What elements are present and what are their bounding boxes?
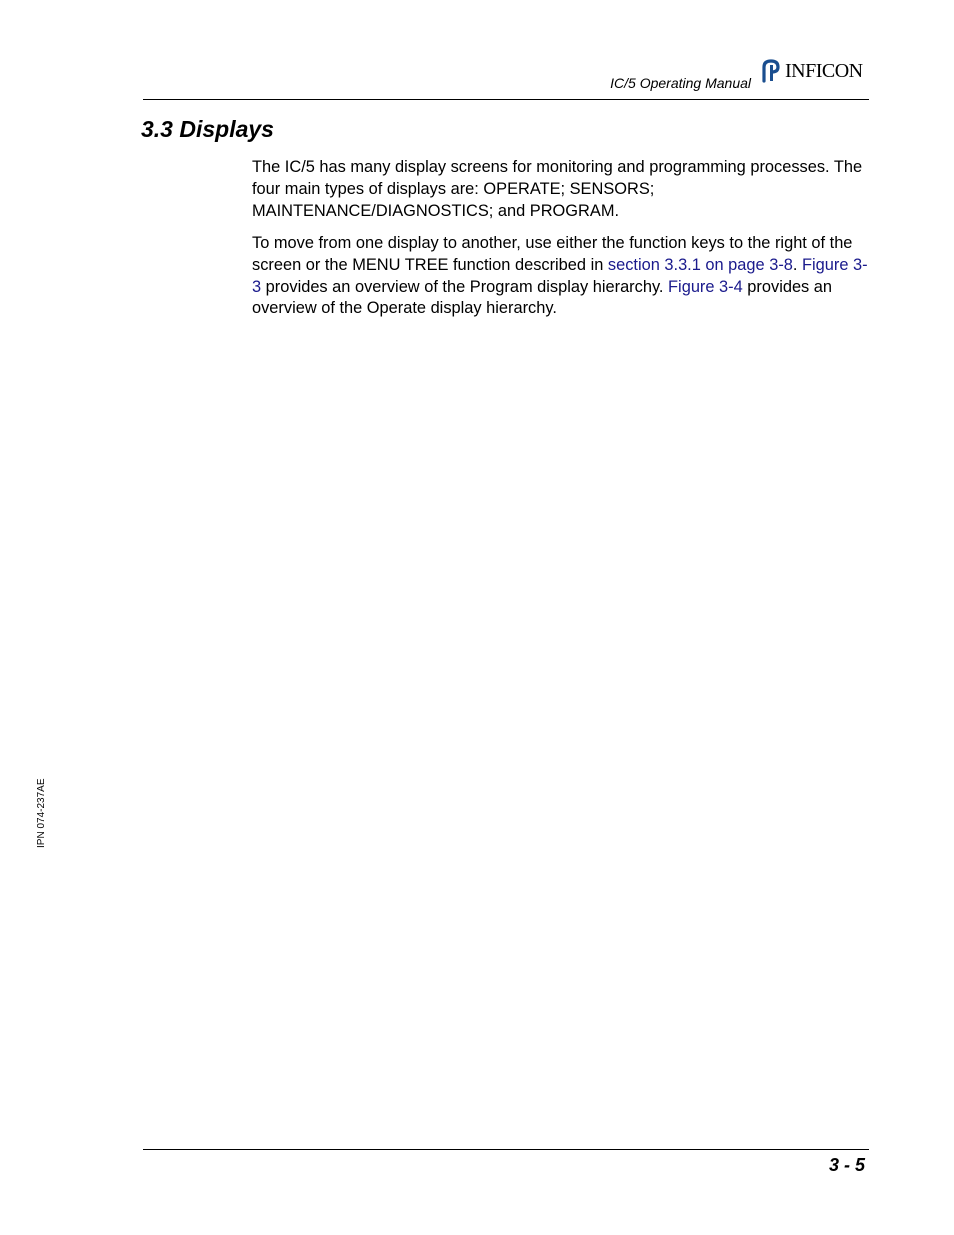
ipn-side-label: IPN 074-237AE [36,778,47,848]
inficon-logo [761,57,873,85]
manual-title: IC/5 Operating Manual [610,75,751,91]
figure-3-3-link[interactable]: Figure 3-3 [252,255,868,296]
section-3-3-1-link[interactable]: section 3.3.1 on page 3-8 [607,255,793,274]
paragraph-2-text-d: provides an overview of the Operate display hierarchy. [252,277,833,318]
paragraph-2-text-b: . [792,255,803,274]
footer-divider [143,1149,869,1150]
section-body [252,157,869,330]
header-divider [143,99,869,100]
inficon-mark-icon [761,59,783,83]
paragraph-2-text-a: To move from one display to another, use either the function keys to the right of the screen or the MENU TREE function described in [252,233,853,274]
brand-name: INFICON [785,60,863,82]
figure-3-4-link[interactable]: Figure 3-4 [668,277,743,296]
paragraph-1: The IC/5 has many display screens for monitoring and programming processes. The four main types of displays are: OPERATE; SENSORS; MAINTENANCE/DIAGNOSTICS; and PROGRAM. [252,158,863,220]
section-heading: 3.3 Displays [141,116,274,142]
page-number: 3 - 5 [828,1155,865,1175]
paragraph-2 [252,233,869,321]
paragraph-2-text-c: provides an overview of the Program display hierarchy. [261,277,669,296]
